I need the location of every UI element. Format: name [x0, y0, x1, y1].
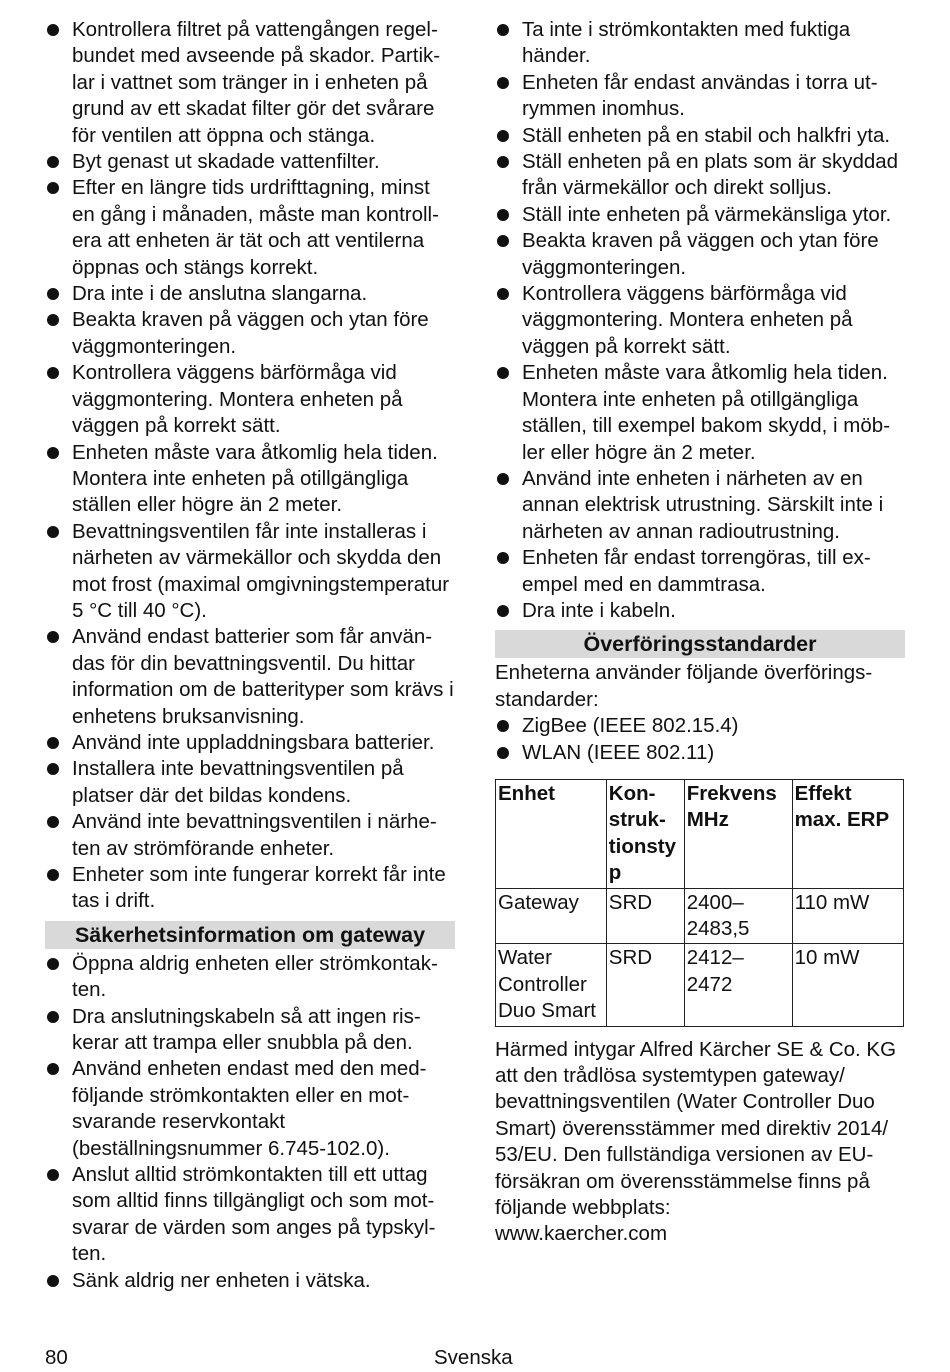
safety-list-right — [495, 17, 905, 624]
table-cell: Gateway — [496, 888, 607, 944]
gateway-safety-heading: Säkerhetsinformation om gateway — [45, 921, 455, 949]
transfer-standards-list — [495, 713, 905, 766]
list-item: Enheten får endast användas i torra utrymmen inomhus. — [495, 70, 905, 123]
table-cell: 2412–2472 — [684, 944, 792, 1026]
list-item: Kontrollera väggens bärförmåga vid väggmontering. Montera enheten på väggen på korrekt sätt. — [45, 360, 455, 439]
left-column — [45, 17, 455, 1294]
list-item: Byt genast ut skadade vattenfilter. — [45, 149, 455, 175]
list-item: Efter en längre tids urdrifttagning, minst en gång i månaden, måste man kontrollera att enheten är tät och att ventilerna öppnas och stängs korrekt. — [45, 175, 455, 281]
header-cell-frequency: Frekvens MHz — [684, 779, 792, 888]
list-item: Använd inte bevattningsventilen i närheten av strömförande enheter. — [45, 809, 455, 862]
list-item: Ta inte i strömkontakten med fuktiga händer. — [495, 17, 905, 70]
list-item: Anslut alltid strömkontakten till ett uttag som alltid finns tillgängligt och som motsvarar de värden som anges på typskylten. — [45, 1162, 455, 1268]
website-text: www.kaercher.com — [495, 1222, 668, 1246]
table-cell: 10 mW — [792, 944, 903, 1026]
list-item: Enheten måste vara åtkomlig hela tiden. Montera inte enheten på otillgängliga ställen eller högre än 2 meter. — [45, 440, 455, 519]
table-cell: 110 mW — [792, 888, 903, 944]
header-cell-device: Enhet — [496, 779, 607, 888]
header-cell-construction-type: Konstruktionsty p — [606, 779, 684, 888]
list-item: Använd inte enheten i närheten av en annan elektrisk utrustning. Särskilt inte i närheten av annan radioutrustning. — [495, 466, 905, 545]
list-item: Enheten måste vara åtkomlig hela tiden. Montera inte enheten på otillgängliga ställen, till exempel bakom skydd, i möbler eller högre än 2 meter. — [495, 360, 905, 466]
list-item: WLAN (IEEE 802.11) — [495, 740, 905, 766]
table-header-row — [496, 779, 904, 888]
list-item: Ställ enheten på en plats som är skyddad från värmekällor och direkt solljus. — [495, 149, 905, 202]
list-item: Använd enheten endast med den medföljande strömkontakten eller en motsvarande reservkontakt (beställningsnummer 6.745-102.0). — [45, 1056, 455, 1162]
list-item: Beakta kraven på väggen och ytan före väggmonteringen. — [495, 228, 905, 281]
declaration-text: Härmed intygar Alfred Kärcher SE & Co. KG att den trådlösa systemtypen gateway/ bevattningsventilen (Water Controller Duo Smart) överensstämmer med direktiv 2014/ 53/EU. Den fullständiga versionen av EU-försäkran om överensstämmelse finns på följande webbplats: — [495, 1037, 897, 1220]
table-cell: Water Controller Duo Smart — [496, 944, 607, 1026]
list-item: Dra inte i kabeln. — [495, 598, 905, 624]
header-cell-power: Effekt max. ERP — [792, 779, 903, 888]
page-number: 80 — [45, 1346, 68, 1369]
table-cell: 2400–2483,5 — [684, 888, 792, 944]
table-cell: SRD — [606, 888, 684, 944]
table-cell: SRD — [606, 944, 684, 1026]
right-column — [495, 17, 905, 1248]
table-row — [496, 888, 904, 944]
list-item: Beakta kraven på väggen och ytan före väggmonteringen. — [45, 307, 455, 360]
list-item: Enheten får endast torrengöras, till exempel med en dammtrasa. — [495, 545, 905, 598]
list-item: ZigBee (IEEE 802.15.4) — [495, 713, 905, 739]
list-item: Dra anslutningskabeln så att ingen riskerar att trampa eller snubbla på den. — [45, 1004, 455, 1057]
list-item: Dra inte i de anslutna slangarna. — [45, 281, 455, 307]
transfer-standards-heading: Överföringsstandarder — [495, 630, 905, 658]
gateway-safety-list — [45, 951, 455, 1294]
safety-list-left — [45, 17, 455, 915]
table-row — [496, 944, 904, 1026]
list-item: Bevattningsventilen får inte installeras i närheten av värmekällor och skydda den mot frost (maximal omgivningstemperatur 5 °C till 40 °C). — [45, 519, 455, 625]
frequency-table — [495, 779, 904, 1027]
list-item: Kontrollera väggens bärförmåga vid väggmontering. Montera enheten på väggen på korrekt sätt. — [495, 281, 905, 360]
list-item: Använd endast batterier som får användas för din bevattningsventil. Du hittar information om de batterityper som krävs i enhetens bruksanvisning. — [45, 624, 455, 730]
transfer-intro: Enheterna använder följande överföringsstandarder: — [495, 661, 873, 711]
list-item: Öppna aldrig enheten eller strömkontakten. — [45, 951, 455, 1004]
footer-language: Svenska — [434, 1346, 513, 1369]
list-item: Kontrollera filtret på vattengången regelbundet med avseende på skador. Partiklar i vattnet som tränger in i enheten på grund av ett skadat filter gör det svårare för ventilen att öppna och stänga. — [45, 17, 455, 149]
list-item: Ställ enheten på en stabil och halkfri yta. — [495, 123, 905, 149]
list-item: Enheter som inte fungerar korrekt får inte tas i drift. — [45, 862, 455, 915]
list-item: Ställ inte enheten på värmekänsliga ytor. — [495, 202, 905, 228]
list-item: Använd inte uppladdningsbara batterier. — [45, 730, 455, 756]
list-item: Sänk aldrig ner enheten i vätska. — [45, 1268, 455, 1294]
list-item: Installera inte bevattningsventilen på platser där det bildas kondens. — [45, 756, 455, 809]
